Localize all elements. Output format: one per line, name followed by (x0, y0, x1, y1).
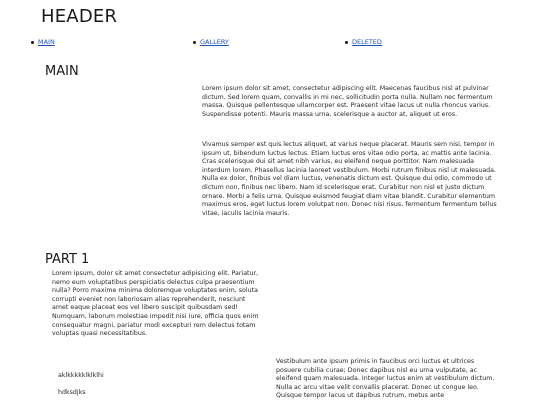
part1-list-item: aklkkkkklklklhi (58, 372, 104, 379)
main-section-title: MAIN (45, 64, 79, 79)
nav-item-gallery[interactable] (200, 37, 229, 47)
header-title: HEADER (41, 6, 118, 27)
main-nav (30, 37, 530, 49)
nav-link-gallery[interactable]: GALLERY (200, 38, 229, 46)
part1-section-title: PART 1 (45, 252, 90, 267)
nav-link-main[interactable]: MAIN (38, 38, 55, 46)
main-paragraph-1: Lorem ipsum dolor sit amet, consectetur adipiscing elit. Maecenas faucibus nisl at pulvinar dictum. Sed lorem quam, convallis in mi nec, sollicitudin porta nulla. Nullam nec fermentum massa. Quisque pellentesque ullamcorper est. Praesent vitae lacus ut nulla rhoncus varius. Suspendisse potenti. Mauris massa urna, scelerisque a auctor at, aliquet ut eros. (202, 85, 493, 118)
part1-paragraph: Lorem ipsum, dolor sit amet consectetur adipisicing elit. Pariatur, nemo eum voluptatibus perspiciatis delectus culpa praesentium nulla? Porro maxime minima doloremque voluptates enim, soluta corrupti eveniet non laboriosam alias reprehenderit, nesciunt amet eaque placeat eos vel libero suscipit quibusdam sed! Numquam, laborum molestiae impedit nisi iure, officia quos enim consequatur magni, pariatur modi excepturi rem delectus totam voluptas quasi necessitatibus. (52, 270, 259, 338)
main-paragraph-2: Vivamus semper est quis lectus aliquet, at varius neque placerat. Mauris sem nisi, tempor in ipsum ut, bibendum luctus lectus. Etiam luctus eros vitae odio porta, ac mattis ante lacinia. Cras scelerisque dui sit amet nibh varius, eu eleifend neque porttitor. Nam malesuada interdum lorem. Phasellus lacinia laoreet vestibulum. Morbi rutrum finibus nisl ut malesuada. Nulla ex dolor, finibus vel diam luctus, venenatis dictum est. Quisque dui odio, commodo ut dictum non, finibus nec libero. Nam id scelerisque erat. Curabitur non nisl et justo dictum ornare. Morbi a felis urna. Quisque euismod feugiat diam vitae blandit. Curabitur elementum maximus eros, eget luctus lorem volutpat non. Donec nisi risus, fermentum fermentum tellus vitae, iaculis lacinia mauris. (202, 141, 497, 217)
nav-item-main[interactable] (38, 37, 55, 47)
part1-list-item: hdksdjks (58, 389, 86, 396)
part1-right-paragraph: Vestibulum ante ipsum primis in faucibus orci luctus et ultrices posuere cubilia curae; Donec dapibus nisl eu urna vulputate, ac eleifend quam malesuada. Integer luctus enim at vestibulum dictum. Nulla ac arcu vitae velit convallis placerat. Donec ut congue leo. Quisque tempor lacus ut dapibus rutrum, metus ante (276, 358, 495, 400)
nav-item-deleted[interactable] (352, 37, 382, 47)
nav-link-deleted[interactable]: DELETED (352, 38, 382, 46)
